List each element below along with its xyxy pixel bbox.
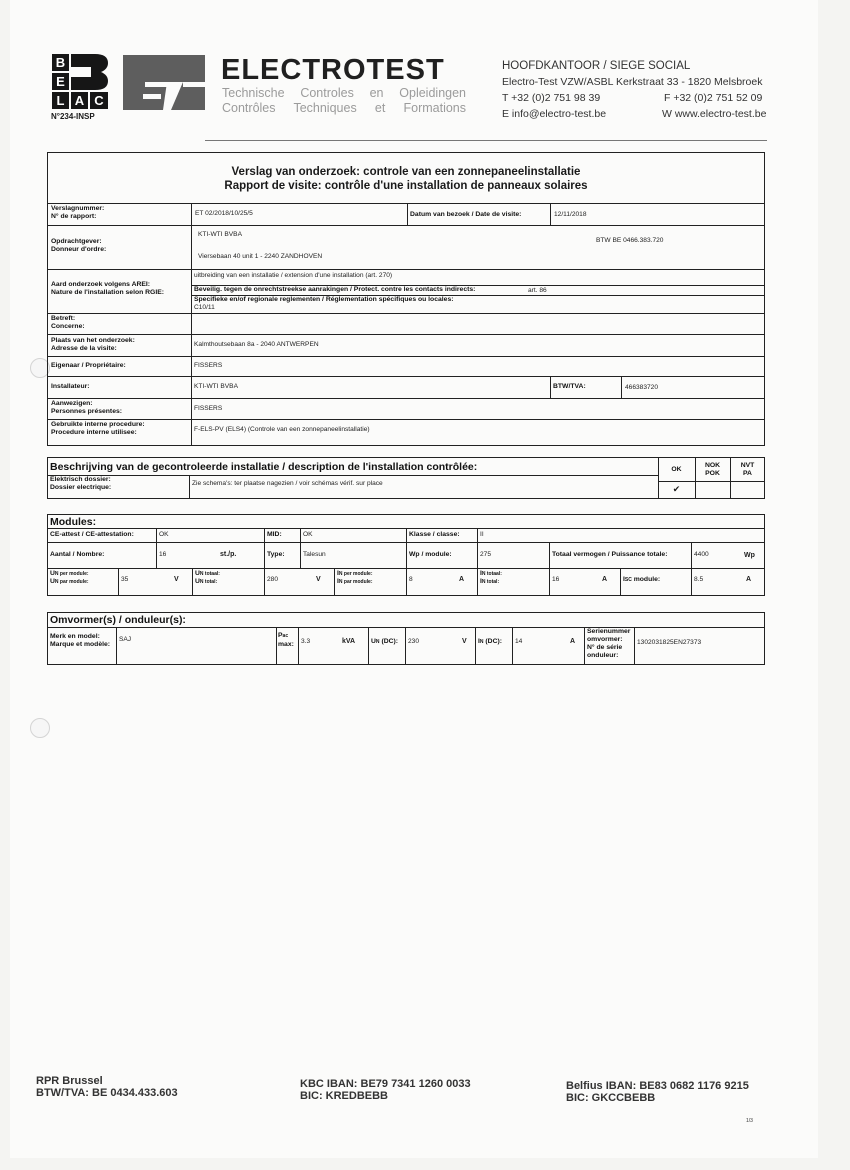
inverter-table [47, 612, 765, 665]
un-total-unit: V [316, 576, 321, 583]
client-name: KTI-WTI BVBA [198, 231, 242, 238]
divider [658, 481, 764, 482]
brand-label-nl: Merk en model: [50, 633, 100, 640]
un-module-label: UN per module: [50, 570, 89, 577]
belac-letter-a: A [71, 92, 88, 109]
mid-label: MID: [267, 531, 282, 538]
client-address: Viersebaan 40 unit 1 - 2240 ZANDHOVEN [198, 253, 323, 260]
visit-date-value: 12/11/2018 [554, 211, 587, 218]
divider [48, 398, 764, 399]
client-label-fr: Donneur d'ordre: [51, 246, 107, 253]
col-pok: POK [705, 470, 720, 477]
in-module-label-fr: IN par module: [337, 578, 373, 585]
dossier-label-fr: Dossier electrique: [50, 484, 112, 491]
place-value: Kalmthoutsebaan 8a - 2040 ANTWERPEN [194, 341, 319, 348]
divider [634, 627, 635, 664]
divider [621, 376, 622, 398]
divider [48, 627, 764, 628]
office-title: HOOFDKANTOOR / SIEGE SOCIAL [502, 60, 691, 72]
electrotest-logo-icon [123, 55, 205, 110]
isc-label: ISC module: [623, 576, 661, 583]
description-title: Beschrijving van de gecontroleerde installatie / description de l'installation contrôlée: [50, 461, 478, 473]
office-fax: F +32 (0)2 751 52 09 [664, 92, 763, 104]
brand-value: SAJ [119, 636, 132, 643]
office-address: Electro-Test VZW/ASBL Kerkstraat 33 - 1820 Melsbroek [502, 76, 763, 88]
divider [48, 356, 764, 357]
divider [156, 542, 157, 568]
divider [550, 376, 551, 398]
total-power-unit: Wp [744, 552, 755, 559]
footer-vat: BTW/TVA: BE 0434.433.603 [36, 1087, 178, 1099]
divider [300, 528, 301, 542]
company-name: ELECTROTEST [221, 54, 445, 86]
office-phone: T +32 (0)2 751 98 39 [502, 92, 601, 104]
col-ok: OK [671, 466, 682, 473]
type-label: Type: [267, 551, 285, 558]
divider [48, 313, 764, 314]
divider [156, 528, 157, 542]
un-total-label-fr: UN total: [195, 578, 218, 585]
description-table [47, 457, 765, 499]
wp-value: 275 [480, 551, 492, 558]
divider [691, 542, 692, 568]
pac-label: Pac [278, 632, 289, 639]
divider [334, 568, 335, 595]
modules-table [47, 514, 765, 596]
report-number-label-fr: N° de rapport: [51, 213, 97, 220]
class-label: Klasse / classe: [409, 531, 460, 538]
divider [276, 627, 277, 664]
divider [264, 568, 265, 595]
page-number: 1/3 [746, 1118, 753, 1124]
divider [48, 269, 764, 270]
visit-date-label: Datum van bezoek / Date de visite: [410, 211, 522, 218]
divider [620, 568, 621, 595]
in-total-value: 16 [552, 576, 560, 583]
divider [406, 542, 407, 568]
place-label-fr: Adresse de la visite: [51, 345, 117, 352]
client-label-nl: Opdrachtgever: [51, 238, 102, 245]
divider [298, 627, 299, 664]
nature-line-regulations: Specifieke en/of regionale reglementen / Réglementation spécifiques ou locales: [194, 296, 454, 303]
un-module-value: 35 [121, 576, 129, 583]
in-dc-value: 14 [515, 638, 523, 645]
isc-unit: A [746, 576, 752, 583]
class-value: II [480, 531, 484, 538]
in-dc-unit: A [570, 638, 576, 645]
total-power-value: 4400 [694, 551, 709, 558]
wp-label: Wp / module: [409, 551, 452, 558]
un-dc-value: 230 [408, 638, 420, 645]
tagline-fr: Contrôles Techniques et Formations [222, 101, 466, 115]
un-module-label-fr: UN par module: [50, 578, 89, 585]
divider [407, 203, 408, 225]
dossier-ok-check-icon: ✔ [672, 484, 681, 494]
un-dc-label: UN (DC): [371, 638, 399, 645]
procedure-value: F-ELS-PV (ELS4) (Controle van een zonnepaneelinstallatie) [194, 426, 370, 433]
un-total-value: 280 [267, 576, 279, 583]
dossier-label-nl: Elektrisch dossier: [50, 476, 111, 483]
office-email: E info@electro-test.be [502, 108, 607, 120]
belac-letter-c: C [90, 92, 108, 109]
divider [584, 627, 585, 664]
divider [691, 568, 692, 595]
divider [191, 203, 192, 445]
divider [48, 419, 764, 420]
ce-value: OK [159, 531, 169, 538]
office-website: W www.electro-test.be [662, 108, 767, 120]
place-label-nl: Plaats van het onderzoek: [51, 337, 135, 344]
client-vat: BTW BE 0466.383.720 [596, 237, 664, 244]
belac-logo [52, 54, 108, 109]
inverter-title: Omvormer(s) / onduleur(s): [50, 614, 186, 626]
brand-label-fr: Marque et modèle: [50, 641, 111, 648]
divider [48, 376, 764, 377]
divider [192, 568, 193, 595]
divider [116, 627, 117, 664]
in-total-unit: A [602, 576, 608, 583]
footer-belfius-iban: Belfius IBAN: BE83 0682 1176 9215 [566, 1080, 749, 1092]
divider [512, 627, 513, 664]
installer-label: Installateur: [51, 383, 90, 390]
divider [48, 475, 658, 476]
dossier-value: Zie schema's: ter plaatse nagezien / voir schémas vérif. sur place [192, 480, 383, 487]
footer-rpr: RPR Brussel [36, 1075, 103, 1087]
nature-line-protection-art: art. 86 [528, 287, 547, 294]
procedure-label-nl: Gebruikte interne procedure: [51, 421, 145, 428]
divider [475, 627, 476, 664]
divider [405, 627, 406, 664]
divider [477, 542, 478, 568]
in-total-label-fr: IN total: [480, 578, 500, 585]
in-module-unit: A [459, 576, 465, 583]
serial-label [587, 628, 630, 660]
total-power-label: Totaal vermogen / Puissance totale: [552, 551, 668, 558]
footer-belfius-bic: BIC: GKCCBEBB [566, 1092, 656, 1104]
divider [118, 568, 119, 595]
nature-label-fr: Nature de l'installation selon RGIE: [51, 289, 165, 296]
present-label-fr: Personnes présentes: [51, 408, 123, 415]
nature-line-protection: Beveilig. tegen de onrechtstreekse aanrakingen / Protect. contre les contacts indirects: [194, 286, 476, 293]
divider [406, 528, 407, 542]
concerns-label-fr: Concerne: [51, 323, 85, 330]
type-value: Talesun [303, 551, 326, 558]
nature-line-extension: uitbreiding van een installatie / extension d'une installation (art. 270) [194, 272, 393, 279]
divider [549, 542, 550, 568]
report-number-label-nl: Verslagnummer: [51, 205, 105, 212]
pac-value: 3.3 [301, 638, 311, 645]
divider [48, 334, 764, 335]
belac-letter-l: L [52, 92, 69, 109]
col-nok: NOK [704, 462, 721, 469]
pac-label-max: max: [278, 641, 294, 648]
tagline-nl: Technische Controles en Opleidingen [222, 86, 466, 100]
divider [368, 627, 369, 664]
divider [550, 203, 551, 225]
divider [264, 542, 265, 568]
divider [477, 568, 478, 595]
ce-label: CE-attest / CE-attestation: [50, 531, 134, 538]
divider [300, 542, 301, 568]
in-dc-label: IN (DC): [478, 638, 503, 645]
serial-value: 1302031825EN27373 [637, 639, 702, 646]
owner-label: Eigenaar / Propriétaire: [51, 362, 126, 369]
nature-line-c1011: C10/11 [194, 304, 215, 311]
vat-value: 466383720 [625, 384, 659, 391]
report-table [47, 152, 765, 446]
divider [549, 568, 550, 595]
nature-label-nl: Aard onderzoek volgens AREI: [51, 281, 151, 288]
divider [406, 568, 407, 595]
un-total-label: UN totaal: [195, 570, 220, 577]
un-dc-unit: V [462, 638, 467, 645]
count-unit: st./p. [220, 551, 237, 558]
footer-kbc-bic: BIC: KREDBEBB [300, 1090, 388, 1102]
owner-value: FISSERS [194, 362, 223, 369]
serial-label-line: Serienummer [587, 628, 631, 635]
count-value: 16 [159, 551, 167, 558]
report-title-fr: Rapport de visite: contrôle d'une installation de panneaux solaires [224, 180, 588, 192]
belac-letter-b: B [52, 54, 69, 71]
in-module-label: IN per module: [337, 570, 373, 577]
concerns-label-nl: Betreft: [51, 315, 76, 322]
serial-label-line: omvormer: [587, 636, 623, 643]
present-label-nl: Aanwezigen: [51, 400, 93, 407]
punch-hole-bottom [30, 718, 50, 738]
report-title-nl: Verslag van onderzoek: controle van een zonnepaneelinstallatie [231, 166, 581, 178]
vat-label: BTW/TVA: [553, 383, 586, 390]
present-value: FISSERS [194, 405, 223, 412]
count-label: Aantal / Nombre: [50, 551, 105, 558]
belac-number: N°234-INSP [51, 112, 95, 121]
divider [48, 203, 764, 204]
isc-value: 8.5 [694, 576, 704, 583]
serial-label-line: onduleur: [587, 652, 619, 659]
footer-kbc-iban: KBC IBAN: BE79 7341 1260 0033 [300, 1078, 471, 1090]
procedure-label-fr: Procedure interne utilisee: [51, 429, 137, 436]
in-module-value: 8 [409, 576, 413, 583]
divider [189, 475, 190, 498]
un-module-unit: V [174, 576, 179, 583]
header-divider [205, 140, 767, 141]
modules-title: Modules: [50, 516, 97, 528]
report-number-value: ET 02/2018/10/25/5 [195, 210, 253, 217]
installer-value: KTI-WTI BVBA [194, 383, 238, 390]
col-pa: PA [743, 470, 752, 477]
divider [48, 225, 764, 226]
mid-value: OK [303, 531, 313, 538]
belac-letter-e: E [52, 73, 69, 90]
divider [477, 528, 478, 542]
pac-unit: kVA [342, 638, 356, 645]
divider [264, 528, 265, 542]
col-nvt: NVT [740, 462, 755, 469]
belac-b-shape-icon [71, 54, 108, 90]
in-total-label: IN totaal: [480, 570, 502, 577]
serial-label-line: N° de série [587, 644, 623, 651]
